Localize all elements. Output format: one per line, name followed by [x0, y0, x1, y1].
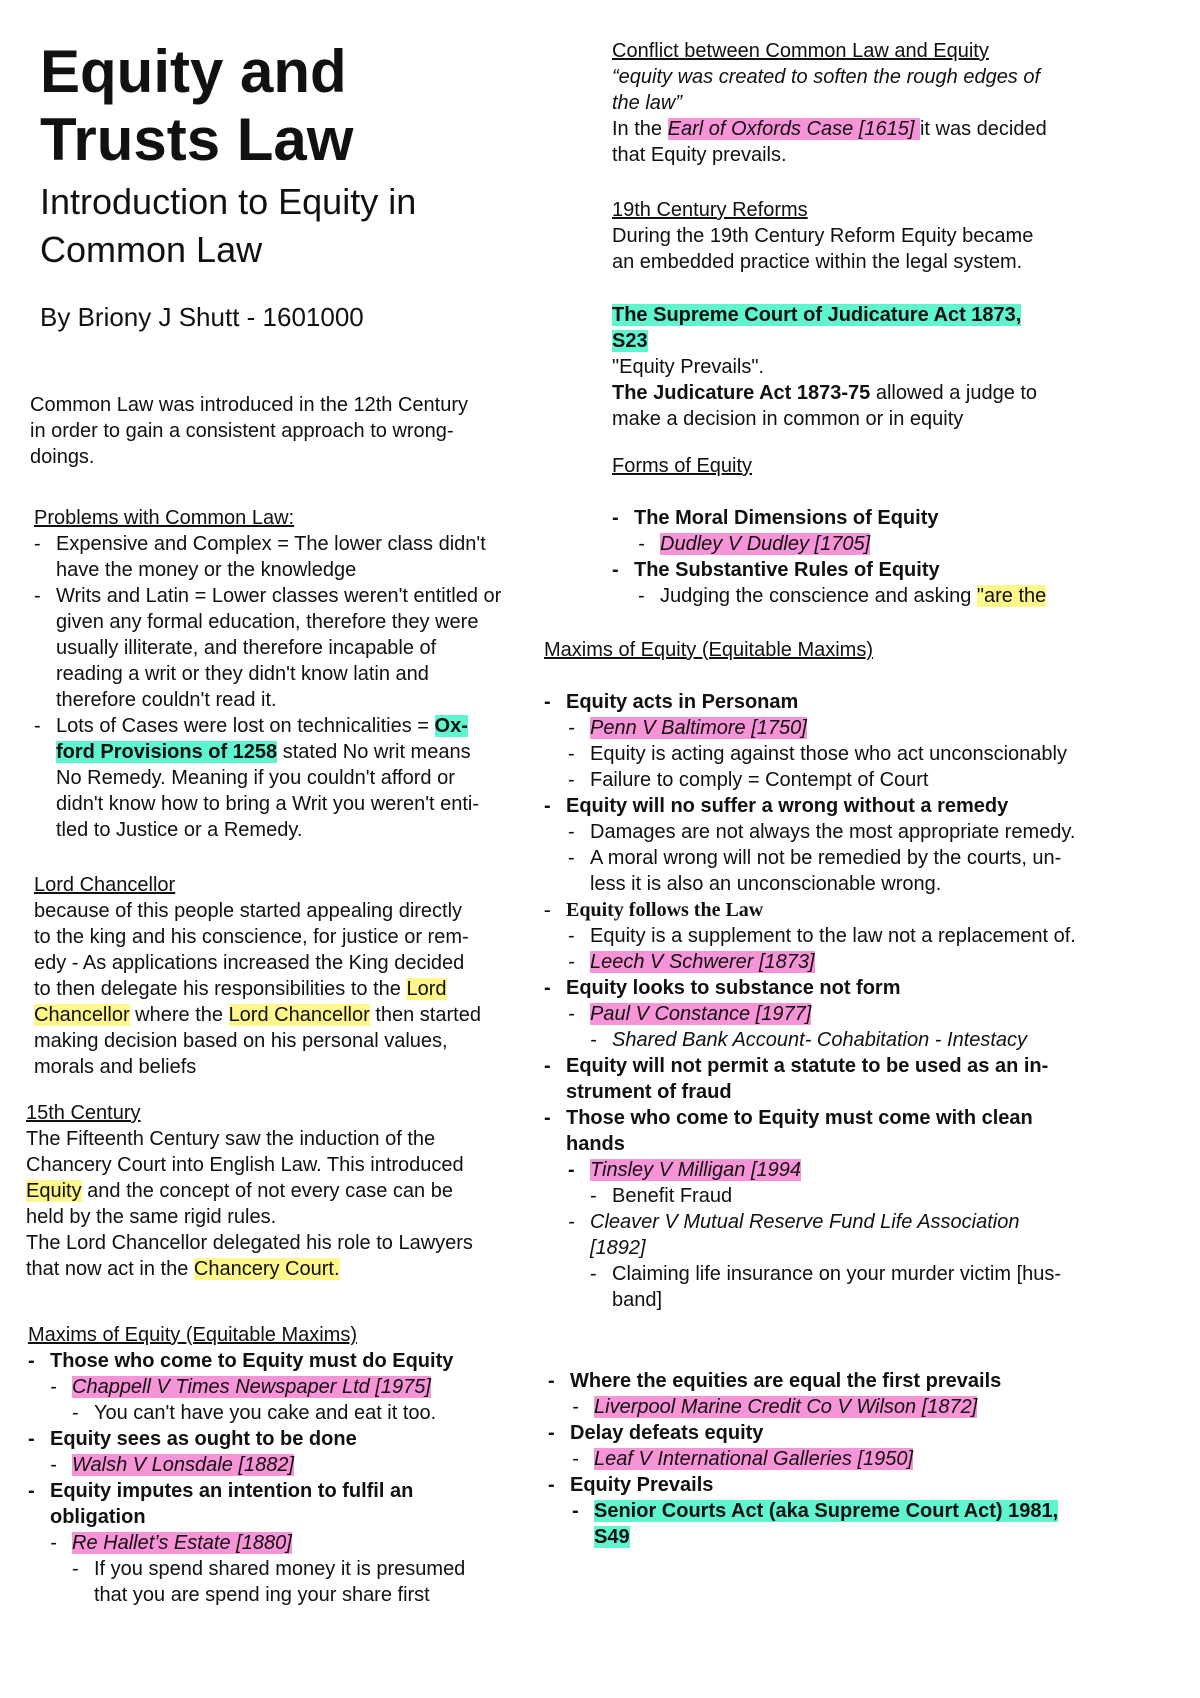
dash: - [568, 951, 575, 973]
note-line [612, 583, 1046, 609]
conflict-heading: Conflict between Common Law and Equity [612, 40, 989, 62]
maxim [548, 1368, 1058, 1394]
title-line-2: Trusts Law [40, 106, 354, 173]
case-line [548, 1394, 1058, 1420]
form-item [612, 557, 1046, 583]
maxim-text: Equity looks to substance not form [566, 977, 901, 999]
case-citation: Tinsley V Milligan [1994 [590, 1159, 802, 1181]
section-line [612, 380, 1037, 406]
problem-text: stated No writ means [277, 741, 471, 763]
case-citation: Cleaver V Mutual Reserve Fund Life Association [590, 1211, 1020, 1233]
section-text: The Fifteenth Century saw the induction of the [26, 1128, 436, 1150]
highlighted-term: Lord [406, 978, 447, 1000]
problem-text: therefore couldn't read it. [56, 689, 277, 711]
dash: - [544, 899, 551, 921]
problem-line [34, 739, 501, 765]
subtitle-line-2: Common Law [40, 229, 263, 270]
highlighted-statute: Ox- [434, 715, 468, 737]
section-text: to the king and his conscience, for justice or rem- [34, 926, 469, 948]
case-line [544, 949, 1076, 975]
section-text: an embedded practice within the legal system. [612, 251, 1023, 273]
dash: - [72, 1402, 79, 1424]
dash: - [544, 1055, 551, 1077]
problem-text: Writs and Latin = Lower classes weren't entitled or [56, 585, 502, 607]
problems-heading: Problems with Common Law: [34, 507, 295, 529]
forms-section [612, 453, 1046, 609]
reforms-section [612, 197, 1033, 275]
highlighted-term: "are the [976, 585, 1047, 607]
dash: - [50, 1454, 57, 1476]
right-maxims-heading: Maxims of Equity (Equitable Maxims) [544, 639, 873, 661]
section-text: to then delegate his responsibilities to the [34, 978, 407, 1000]
dash: - [50, 1376, 57, 1398]
problem-text: tled to Justice or a Remedy. [56, 819, 303, 841]
maxim-text: Equity will not permit a statute to be used as an in- [566, 1055, 1049, 1077]
quote-text: “equity was created to soften the rough edges of [612, 66, 1041, 88]
dash: - [568, 769, 575, 791]
problem-text: = The lower class didn't [271, 533, 486, 555]
conflict-section [612, 38, 1047, 168]
maxim-text: Equity acts in Personam [566, 691, 799, 713]
dash: - [568, 743, 575, 765]
note-line [544, 741, 1076, 767]
problem-text: given any formal education, therefore they were [56, 611, 479, 633]
byline: By Briony J Shutt - 1601000 [40, 302, 364, 332]
intro-line: Common Law was introduced in the 12th Century [30, 394, 469, 416]
section-text: it was decided [919, 118, 1047, 140]
section-text: because of this people started appealing directly [34, 900, 463, 922]
dash: - [572, 1500, 579, 1522]
maxim-text: Where the equities are equal the first prevails [570, 1370, 1002, 1392]
maxim-text: Equity sees as ought to be done [50, 1428, 357, 1450]
section-text: allowed a judge to [870, 382, 1038, 404]
note-line [544, 1183, 1076, 1209]
problem-text: Lots of Cases were lost on technicalities = [56, 715, 435, 737]
section-text: that Equity prevails. [612, 144, 787, 166]
maxim [544, 897, 1076, 923]
section-text: making decision based on his personal values, [34, 1030, 448, 1052]
judicature-section [612, 302, 1037, 432]
maxim-text: Equity Prevails [570, 1474, 714, 1496]
case-citation: Liverpool Marine Credit Co V Wilson [1872] [594, 1396, 978, 1418]
maxim [28, 1426, 465, 1452]
problem-text: No Remedy. Meaning if you couldn't afford or [56, 767, 455, 789]
form-item [612, 505, 1046, 531]
dash: - [548, 1422, 555, 1444]
dash: - [568, 1211, 575, 1233]
highlighted-statute: S49 [594, 1526, 630, 1548]
statute-line [548, 1524, 1058, 1550]
fifteenth-century-heading: 15th Century [26, 1102, 141, 1124]
problem-text: didn't know how to bring a Writ you weren't enti- [56, 793, 480, 815]
maxim [544, 1053, 1076, 1079]
note-text: Benefit Fraud [612, 1185, 733, 1207]
dash: - [590, 1263, 597, 1285]
dash: - [72, 1558, 79, 1580]
dash: - [590, 1029, 597, 1051]
maxim-text: strument of fraud [566, 1081, 732, 1103]
dash: - [572, 1448, 579, 1470]
statute-name: The Judicature Act 1873-75 [612, 382, 871, 404]
statute-line [548, 1498, 1058, 1524]
case-citation: Dudley V Dudley [1705] [660, 533, 871, 555]
maxim [28, 1348, 465, 1374]
note-text: Failure to comply = Contempt of Court [590, 769, 929, 791]
section-text: Chancery Court into English Law. This introduced [26, 1154, 464, 1176]
case-citation: Earl of Oxfords Case [1615] [667, 118, 920, 140]
dash: - [568, 925, 575, 947]
section-text: "Equity Prevails". [612, 356, 765, 378]
note-line [28, 1400, 465, 1426]
highlighted-term: Chancellor [34, 1004, 130, 1026]
maxim-text: hands [566, 1133, 625, 1155]
note-line [544, 819, 1076, 845]
left-maxims-heading: Maxims of Equity (Equitable Maxims) [28, 1324, 357, 1346]
section-line [26, 1178, 473, 1204]
maxim-text: Delay defeats equity [570, 1422, 764, 1444]
dash: - [544, 1107, 551, 1129]
section-text: The Lord Chancellor delegated his role to Lawyers [26, 1232, 473, 1254]
dash: - [544, 795, 551, 817]
dash: - [34, 533, 41, 555]
note-text: Equity is a supplement to the law not a replacement of. [590, 925, 1076, 947]
dash: - [568, 1003, 575, 1025]
section-text: where the [129, 1004, 229, 1026]
intro-line: doings. [30, 446, 95, 468]
case-line [544, 1157, 1076, 1183]
case-citation: Re Hallet’s Estate [1880] [72, 1532, 292, 1554]
section-text: In the [612, 118, 668, 140]
note-text: Judging the conscience and asking [660, 585, 977, 607]
problem-item [34, 583, 501, 609]
problem-text: usually illiterate, and therefore incapable of [56, 637, 437, 659]
dash: - [590, 1185, 597, 1207]
case-citation: Chappell V Times Newspaper Ltd [1975] [72, 1376, 431, 1398]
case-citation: Leaf V International Galleries [1950] [594, 1448, 914, 1470]
highlighted-statute: The Supreme Court of Judicature Act 1873, [612, 304, 1022, 326]
problem-item [34, 713, 501, 739]
maxim [548, 1472, 1058, 1498]
dash: - [612, 507, 619, 529]
highlighted-statute: ford Provisions of 1258 [56, 741, 278, 763]
section-line [612, 328, 1037, 354]
case-citation: Penn V Baltimore [1750] [590, 717, 807, 739]
note-line [544, 767, 1076, 793]
problem-text: Expensive and Complex [56, 533, 272, 555]
problem-text: reading a writ or they didn't know latin and [56, 663, 429, 685]
maxim [544, 1105, 1076, 1131]
maxim-text: Equity imputes an intention to fulfil an [50, 1480, 414, 1502]
note-text: Damages are not always the most appropriate remedy. [590, 821, 1076, 843]
form-text: The Substantive Rules of Equity [634, 559, 940, 581]
problems-section [34, 505, 501, 843]
dash: - [638, 533, 645, 555]
quote-text: the law” [612, 92, 683, 114]
section-text: edy - As applications increased the King decided [34, 952, 465, 974]
note-text: If you spend shared money it is presumed [94, 1558, 466, 1580]
dash: - [544, 977, 551, 999]
maxim [544, 793, 1076, 819]
case-line [28, 1374, 465, 1400]
note-text: You can't have you cake and eat it too. [94, 1402, 437, 1424]
case-citation: Leech V Schwerer [1873] [590, 951, 815, 973]
highlighted-term: Equity [26, 1180, 82, 1202]
note-line [544, 923, 1076, 949]
maxim [544, 975, 1076, 1001]
section-line [612, 302, 1037, 328]
note-line [544, 1261, 1076, 1287]
lord-chancellor-section [34, 872, 481, 1080]
spacer [544, 663, 1076, 689]
dash: - [28, 1350, 35, 1372]
section-text: morals and beliefs [34, 1056, 197, 1078]
case-line [612, 531, 1046, 557]
note-line [544, 1027, 1076, 1053]
maxim-text: Equity follows the Law [566, 899, 764, 921]
note-text: Equity is acting against those who act unconscionably [590, 743, 1067, 765]
case-citation: Walsh V Lonsdale [1882] [72, 1454, 295, 1476]
section-text: held by the same rigid rules. [26, 1206, 277, 1228]
case-line [544, 1209, 1076, 1235]
maxim [548, 1420, 1058, 1446]
case-line [544, 1001, 1076, 1027]
section-text: make a decision in common or in equity [612, 408, 964, 430]
section-text: that now act in the [26, 1258, 194, 1280]
section-line [34, 1002, 481, 1028]
maxim [28, 1478, 465, 1504]
case-citation: [1892] [590, 1237, 646, 1259]
maxim [544, 689, 1076, 715]
right-maxims-section [544, 637, 1076, 1313]
case-line [548, 1446, 1058, 1472]
dash: - [50, 1532, 57, 1554]
section-text: During the 19th Century Reform Equity became [612, 225, 1034, 247]
highlighted-term: Chancery Court. [193, 1258, 340, 1280]
note-line [544, 845, 1076, 871]
dash: - [548, 1370, 555, 1392]
lord-chancellor-heading: Lord Chancellor [34, 874, 176, 896]
note-text: less it is also an unconscionable wrong. [590, 873, 942, 895]
case-line [28, 1452, 465, 1478]
right-bottom-maxims [548, 1368, 1058, 1550]
dash: - [612, 559, 619, 581]
maxim-text: Equity will no suffer a wrong without a remedy [566, 795, 1009, 817]
intro-paragraph [30, 392, 468, 470]
section-text: then started [369, 1004, 481, 1026]
dash: - [34, 585, 41, 607]
note-text: band] [612, 1289, 663, 1311]
note-text: Claiming life insurance on your murder victim [hus- [612, 1263, 1062, 1285]
dash: - [568, 847, 575, 869]
dash: - [568, 717, 575, 739]
section-line [612, 116, 1047, 142]
dash: - [28, 1428, 35, 1450]
section-text: and the concept of not every case can be [81, 1180, 453, 1202]
note-text: that you are spend ing your share first [94, 1584, 430, 1606]
intro-line: in order to gain a consistent approach to wrong- [30, 420, 454, 442]
maxim-text: obligation [50, 1506, 146, 1528]
dash: - [568, 821, 575, 843]
dash: - [34, 715, 41, 737]
dash: - [638, 585, 645, 607]
dash: - [544, 691, 551, 713]
dash: - [548, 1474, 555, 1496]
title-line-1: Equity and [40, 38, 347, 105]
subtitle-line-1: Introduction to Equity in [40, 181, 417, 222]
dash: - [28, 1480, 35, 1502]
highlighted-statute: S23 [612, 330, 648, 352]
highlighted-statute: Senior Courts Act (aka Supreme Court Act) 1981, [594, 1500, 1059, 1522]
problem-text: have the money or the knowledge [56, 559, 357, 581]
case-line [28, 1530, 465, 1556]
spacer [612, 479, 1046, 505]
fifteenth-century-section [26, 1100, 473, 1282]
forms-heading: Forms of Equity [612, 455, 753, 477]
note-text: A moral wrong will not be remedied by the courts, un- [590, 847, 1062, 869]
form-text: The Moral Dimensions of Equity [634, 507, 939, 529]
note-line [28, 1556, 465, 1582]
case-line [544, 715, 1076, 741]
dash: - [568, 1159, 575, 1181]
left-maxims-section [28, 1322, 465, 1608]
note-text: Shared Bank Account- Cohabitation - Intestacy [612, 1029, 1028, 1051]
reforms-heading: 19th Century Reforms [612, 199, 808, 221]
dash: - [572, 1396, 579, 1418]
maxim-text: Those who come to Equity must come with clean [566, 1107, 1033, 1129]
problem-item [34, 531, 501, 557]
highlighted-term: Lord Chancellor [228, 1004, 370, 1026]
case-citation: Paul V Constance [1977] [590, 1003, 812, 1025]
document-header [40, 38, 416, 332]
maxim-text: Those who come to Equity must do Equity [50, 1350, 454, 1372]
section-line [34, 976, 481, 1002]
section-line [26, 1256, 473, 1282]
